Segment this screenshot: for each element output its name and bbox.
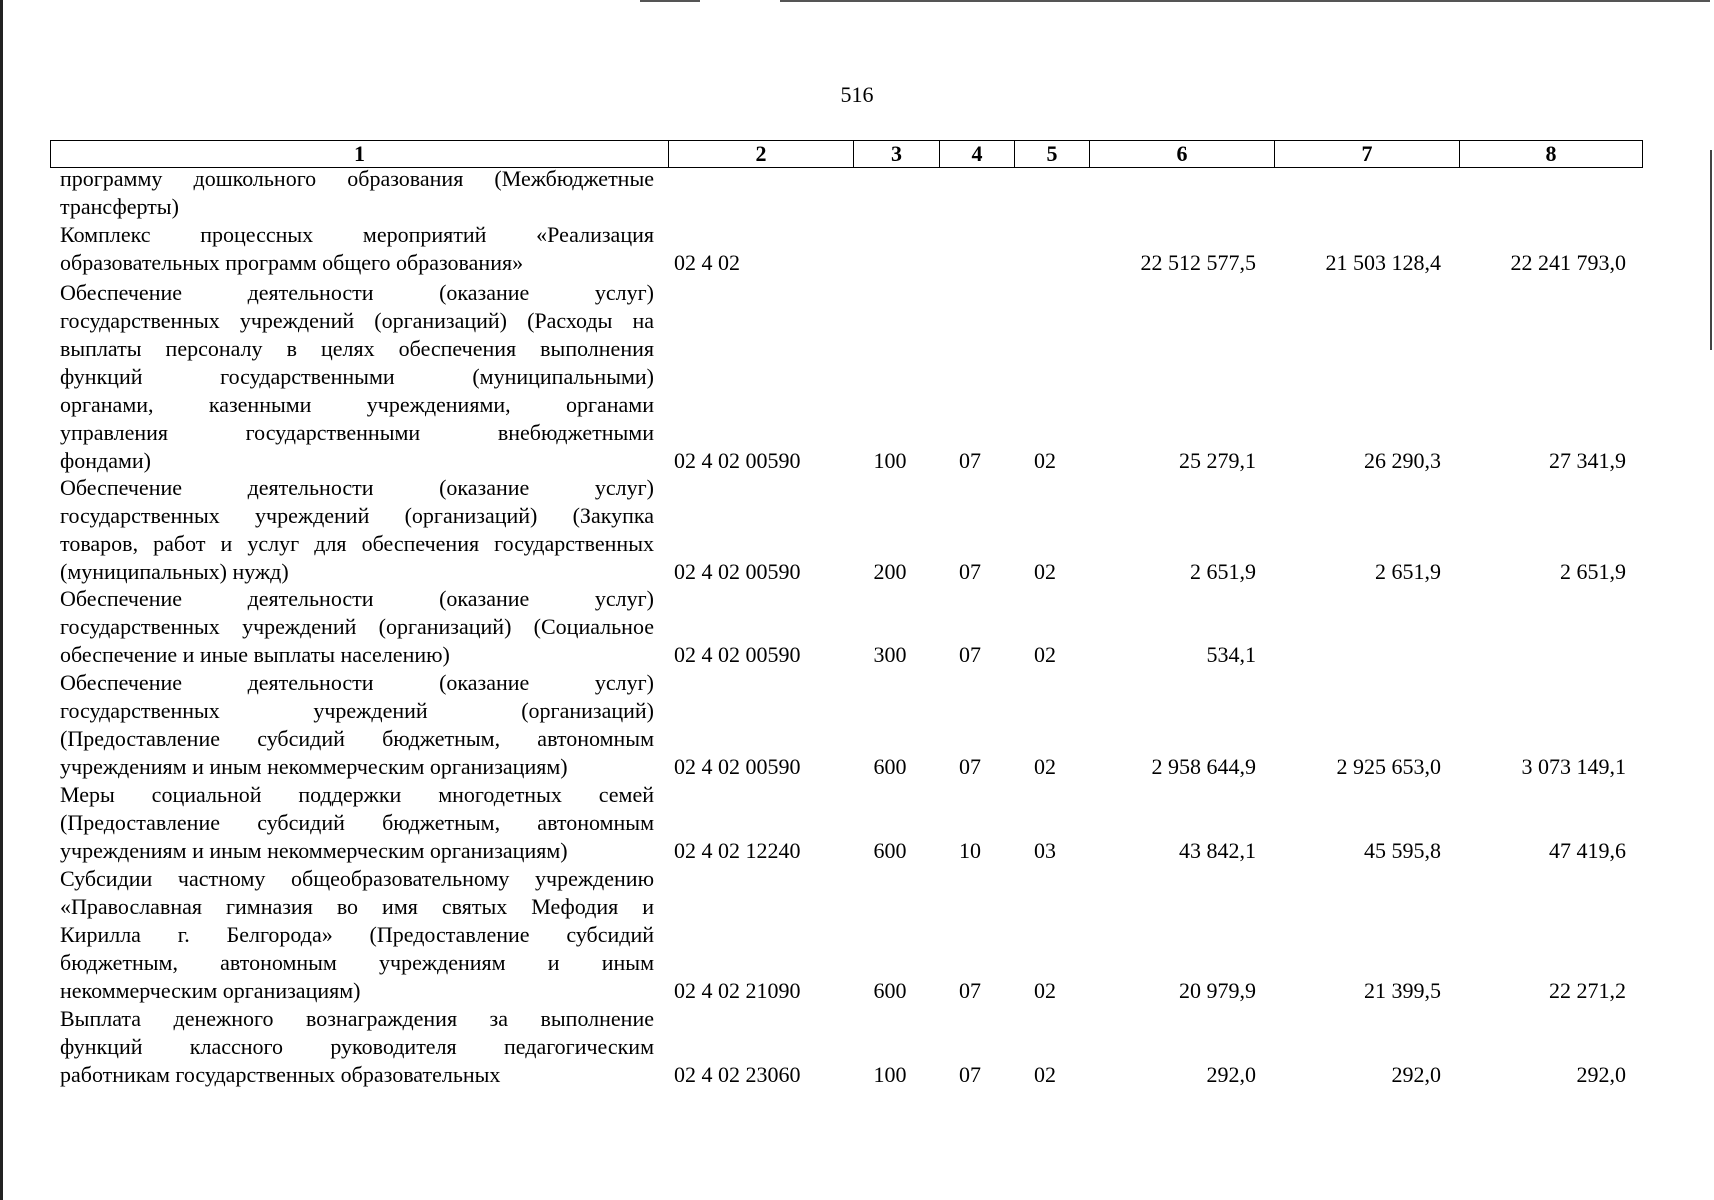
row-col-5: 02 bbox=[1034, 1062, 1056, 1087]
row-col-8: 22 241 793,0 bbox=[1510, 250, 1626, 275]
row-code: 02 4 02 bbox=[674, 250, 740, 275]
column-header-7: 7 bbox=[1275, 141, 1460, 168]
description-line: Обеспечение деятельности (оказание услуг) bbox=[60, 280, 654, 305]
row-col-8: 292,0 bbox=[1576, 1062, 1626, 1087]
row-col-6: 534,1 bbox=[1206, 642, 1256, 667]
row-description bbox=[60, 585, 654, 669]
row-code: 02 4 02 00590 bbox=[674, 559, 801, 584]
description-line: Меры социальной поддержки многодетных семей bbox=[60, 782, 654, 807]
description-line: выплаты персоналу в целях обеспечения выполнения bbox=[60, 336, 654, 361]
row-col-6: 22 512 577,5 bbox=[1140, 250, 1256, 275]
description-line: государственных учреждений (организаций) (Расходы на bbox=[60, 308, 654, 333]
column-header-8: 8 bbox=[1460, 141, 1643, 168]
row-col-5: 02 bbox=[1034, 754, 1056, 779]
row-col-7: 45 595,8 bbox=[1364, 838, 1441, 863]
description-line: управления государственными внебюджетными bbox=[60, 420, 654, 445]
row-col-4: 07 bbox=[959, 1062, 981, 1087]
row-col-5: 02 bbox=[1034, 642, 1056, 667]
row-col-7: 2 925 653,0 bbox=[1336, 754, 1441, 779]
column-header-4: 4 bbox=[940, 141, 1015, 168]
row-col-4: 07 bbox=[959, 642, 981, 667]
row-col-8: 47 419,6 bbox=[1549, 838, 1626, 863]
column-header-1: 1 bbox=[51, 141, 669, 168]
description-line: государственных учреждений (организаций) bbox=[60, 698, 654, 723]
page-number: 516 bbox=[840, 82, 874, 107]
row-col-6: 25 279,1 bbox=[1179, 448, 1256, 473]
description-line: (Предоставление субсидий бюджетным, автономным bbox=[60, 726, 654, 751]
row-code: 02 4 02 00590 bbox=[674, 754, 801, 779]
row-col-7: 21 399,5 bbox=[1364, 978, 1441, 1003]
column-header-row bbox=[51, 141, 1643, 168]
row-col-3: 600 bbox=[873, 978, 907, 1003]
description-line: органами, казенными учреждениями, органами bbox=[60, 392, 654, 417]
description-line: «Православная гимназия во имя святых Мефодия и bbox=[60, 894, 654, 919]
row-col-7: 26 290,3 bbox=[1364, 448, 1441, 473]
row-code: 02 4 02 23060 bbox=[674, 1062, 801, 1087]
row-description bbox=[60, 669, 654, 781]
description-line: Выплата денежного вознаграждения за выполнение bbox=[60, 1006, 654, 1031]
row-col-4: 10 bbox=[959, 838, 981, 863]
row-col-4: 07 bbox=[959, 448, 981, 473]
row-col-4: 07 bbox=[959, 978, 981, 1003]
description-line: фондами) bbox=[60, 448, 152, 473]
row-code: 02 4 02 00590 bbox=[674, 642, 801, 667]
row-col-3: 600 bbox=[873, 838, 907, 863]
row-col-8: 22 271,2 bbox=[1549, 978, 1626, 1003]
row-col-8: 2 651,9 bbox=[1560, 559, 1626, 584]
row-col-3: 100 bbox=[873, 1062, 907, 1087]
description-line: Субсидии частному общеобразовательному учреждению bbox=[60, 866, 654, 891]
description-line: Комплекс процессных мероприятий «Реализация bbox=[60, 222, 654, 247]
row-col-3: 300 bbox=[873, 642, 907, 667]
row-col-7: 21 503 128,4 bbox=[1325, 250, 1441, 275]
row-col-6: 2 651,9 bbox=[1190, 559, 1256, 584]
row-description bbox=[60, 165, 654, 221]
row-col-5: 03 bbox=[1034, 838, 1056, 863]
column-header-6: 6 bbox=[1090, 141, 1275, 168]
scan-top-mark bbox=[780, 0, 1710, 2]
row-code: 02 4 02 21090 bbox=[674, 978, 801, 1003]
row-code: 02 4 02 00590 bbox=[674, 448, 801, 473]
description-line: некоммерческим организациям) bbox=[60, 978, 361, 1003]
column-header-table bbox=[50, 140, 1643, 168]
row-col-4: 07 bbox=[959, 754, 981, 779]
description-line: учреждениям и иным некоммерческим организациям) bbox=[60, 838, 568, 863]
description-line: Обеспечение деятельности (оказание услуг) bbox=[60, 586, 654, 611]
description-line: государственных учреждений (организаций) (Социальное bbox=[60, 614, 654, 639]
description-line: обеспечение и иные выплаты населению) bbox=[60, 642, 450, 667]
description-line: товаров, работ и услуг для обеспечения государственных bbox=[60, 531, 654, 556]
row-description bbox=[60, 474, 654, 586]
row-code: 02 4 02 12240 bbox=[674, 838, 801, 863]
row-col-4: 07 bbox=[959, 559, 981, 584]
description-line: функций классного руководителя педагогическим bbox=[60, 1034, 654, 1059]
row-description bbox=[60, 781, 654, 865]
description-line: образовательных программ общего образования» bbox=[60, 250, 524, 275]
row-col-6: 292,0 bbox=[1206, 1062, 1256, 1087]
row-col-6: 43 842,1 bbox=[1179, 838, 1256, 863]
description-line: Кирилла г. Белгорода» (Предоставление субсидий bbox=[60, 922, 654, 947]
row-col-5: 02 bbox=[1034, 448, 1056, 473]
row-col-3: 100 bbox=[873, 448, 907, 473]
row-col-5: 02 bbox=[1034, 978, 1056, 1003]
column-header-2: 2 bbox=[669, 141, 854, 168]
row-description bbox=[60, 1005, 654, 1089]
row-col-8: 27 341,9 bbox=[1549, 448, 1626, 473]
row-col-8: 3 073 149,1 bbox=[1521, 754, 1626, 779]
description-line: бюджетным, автономным учреждениям и иным bbox=[60, 950, 654, 975]
row-col-5: 02 bbox=[1034, 559, 1056, 584]
description-line: государственных учреждений (организаций) (Закупка bbox=[60, 503, 654, 528]
row-col-6: 20 979,9 bbox=[1179, 978, 1256, 1003]
description-line: (муниципальных) нужд) bbox=[60, 559, 289, 584]
row-col-3: 200 bbox=[873, 559, 907, 584]
row-col-3: 600 bbox=[873, 754, 907, 779]
description-line: функций государственными (муниципальными) bbox=[60, 364, 654, 389]
description-line: работникам государственных образовательных bbox=[60, 1062, 501, 1087]
description-line: (Предоставление субсидий бюджетным, автономным bbox=[60, 810, 654, 835]
row-col-6: 2 958 644,9 bbox=[1151, 754, 1256, 779]
column-header-3: 3 bbox=[854, 141, 940, 168]
row-col-7: 292,0 bbox=[1391, 1062, 1441, 1087]
scan-edge-right bbox=[1710, 150, 1712, 350]
scan-top-mark bbox=[640, 0, 700, 2]
description-line: программу дошкольного образования (Межбюджетные bbox=[60, 166, 654, 191]
column-header-5: 5 bbox=[1015, 141, 1090, 168]
description-line: Обеспечение деятельности (оказание услуг) bbox=[60, 475, 654, 500]
scan-edge-left bbox=[0, 0, 3, 1200]
row-description bbox=[60, 279, 654, 475]
row-col-7: 2 651,9 bbox=[1375, 559, 1441, 584]
description-line: трансферты) bbox=[60, 194, 179, 219]
description-line: Обеспечение деятельности (оказание услуг) bbox=[60, 670, 654, 695]
row-description bbox=[60, 865, 654, 1005]
description-line: учреждениям и иным некоммерческим организациям) bbox=[60, 754, 568, 779]
row-description bbox=[60, 221, 654, 277]
